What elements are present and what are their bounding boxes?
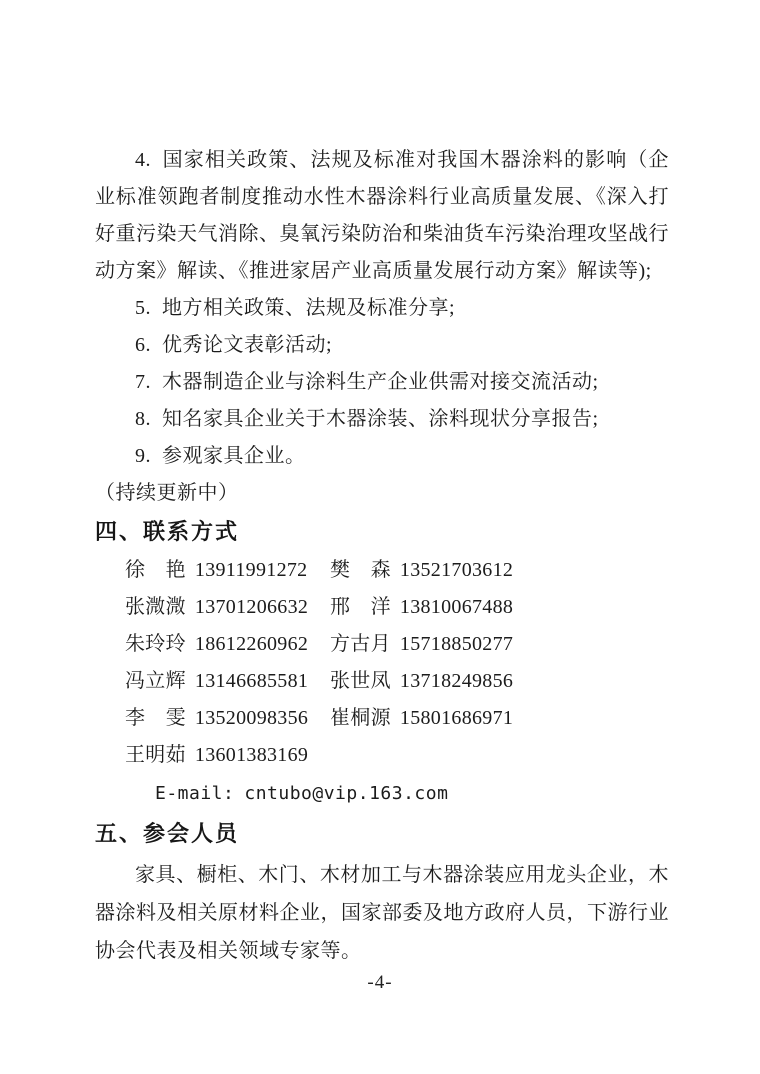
contact-name: 徐 艳 (125, 559, 186, 581)
contact-phone: 13601383169 (194, 744, 309, 766)
contact-entry (330, 700, 513, 737)
contact-phone: 13911991272 (194, 559, 308, 581)
update-note: （持续更新中） (95, 482, 239, 504)
contact-name: 张世凤 (330, 670, 391, 692)
agenda-item-6 (95, 327, 669, 364)
contact-phone: 13521703612 (399, 559, 514, 581)
page-number: -4- (367, 972, 393, 993)
agenda-item-text: 知名家具企业关于木器涂装、涂料现状分享报告; (162, 408, 599, 430)
contact-phone: 13810067488 (399, 596, 514, 618)
agenda-item-number: 8. (135, 408, 151, 430)
contact-row (125, 589, 669, 626)
contact-entry (330, 663, 513, 700)
contact-phone: 13718249856 (399, 670, 514, 692)
participants-section-heading: 五、参会人员 (95, 821, 240, 846)
contact-section-heading: 四、联系方式 (95, 519, 240, 544)
agenda-item-text: 木器制造企业与涂料生产企业供需对接交流活动; (162, 371, 599, 393)
contact-row (125, 663, 669, 700)
agenda-item-number: 7. (135, 371, 151, 393)
email-label: E-mail: (155, 783, 235, 804)
contact-row (125, 552, 669, 589)
agenda-item-5 (95, 290, 669, 327)
agenda-item-8 (95, 401, 669, 438)
contact-entry (125, 700, 330, 737)
contact-list (125, 552, 669, 814)
contact-entry (330, 552, 513, 589)
contact-name: 崔桐源 (330, 707, 391, 729)
participants-paragraph: 家具、橱柜、木门、木材加工与木器涂装应用龙头企业，木器涂料及相关原材料企业，国家部委及地方政府人员，下游行业协会代表及相关领域专家等。 (95, 864, 669, 962)
contact-row (125, 700, 669, 737)
contact-name: 邢 洋 (330, 596, 391, 618)
agenda-item-number: 9. (135, 445, 151, 467)
agenda-item-number: 5. (135, 297, 151, 319)
contact-phone: 13701206632 (194, 596, 309, 618)
contact-entry (125, 737, 330, 774)
contact-entry (125, 626, 330, 663)
content-area (95, 142, 669, 970)
contact-name: 李 雯 (125, 707, 186, 729)
contact-phone: 13520098356 (194, 707, 309, 729)
contact-entry (125, 552, 330, 589)
contact-phone: 15801686971 (399, 707, 514, 729)
contact-name: 张溦溦 (125, 596, 186, 618)
agenda-item-9 (95, 438, 669, 475)
contact-name: 方古月 (330, 633, 391, 655)
contact-entry (330, 626, 513, 663)
agenda-item-4 (95, 142, 669, 290)
agenda-item-text: 国家相关政策、法规及标准对我国木器涂料的影响（企业标准领跑者制度推动水性木器涂料行业高质量发展、《深入打好重污染天气消除、臭氧污染防治和柴油货车污染治理攻坚战行动方案》解读、《推进家居产业高质量发展行动方案》解读等); (95, 149, 669, 282)
contact-name: 樊 森 (330, 559, 391, 581)
agenda-item-text: 参观家具企业。 (162, 445, 306, 467)
contact-entry (330, 589, 513, 626)
contact-name: 冯立辉 (125, 670, 186, 692)
email-line (155, 774, 669, 814)
contact-entry (125, 589, 330, 626)
contact-phone: 18612260962 (194, 633, 309, 655)
contact-name: 朱玲玲 (125, 633, 186, 655)
email-address: cntubo@vip.163.com (244, 783, 449, 804)
agenda-item-number: 4. (135, 149, 151, 171)
contact-entry (125, 663, 330, 700)
agenda-item-number: 6. (135, 334, 151, 356)
agenda-item-text: 地方相关政策、法规及标准分享; (162, 297, 456, 319)
contact-phone: 15718850277 (399, 633, 514, 655)
contact-row (125, 737, 669, 774)
contact-phone: 13146685581 (194, 670, 309, 692)
contact-name: 王明茹 (125, 744, 186, 766)
agenda-item-7 (95, 364, 669, 401)
agenda-item-text: 优秀论文表彰活动; (162, 334, 333, 356)
contact-row (125, 626, 669, 663)
